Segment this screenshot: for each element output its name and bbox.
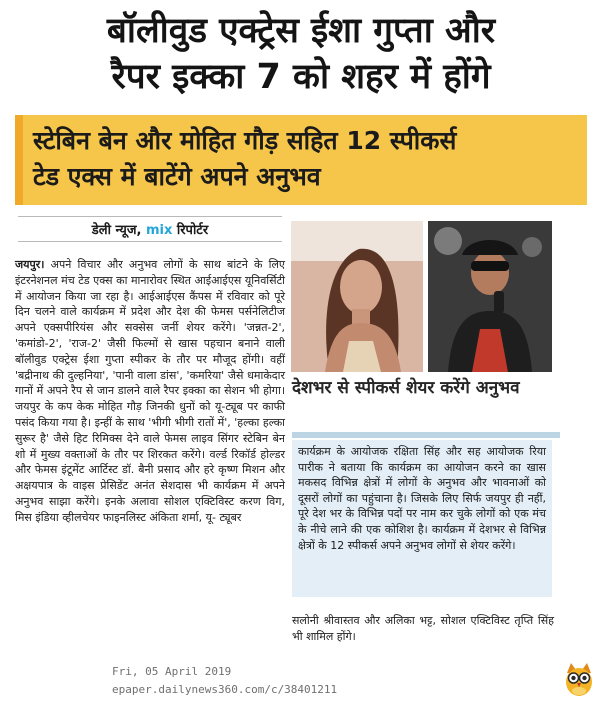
- epaper-stamp: [112, 663, 412, 699]
- portrait-rapper-image: [428, 221, 552, 372]
- subheadline-line-1: स्टेबिन बेन और मोहित गौड़ सहित 12 स्पीकर्स: [33, 126, 457, 155]
- byline-source: डेली न्यूज,: [91, 223, 142, 238]
- headline-line-1: बॉलीवुड एक्ट्रेस ईशा गुप्ता और: [106, 11, 496, 51]
- photo-ikka: [428, 221, 552, 372]
- byline: [18, 216, 282, 242]
- subheadline-line-2: टेड एक्स में बाटेंगे अपने अनुभव: [33, 162, 321, 191]
- dateline-place: जयपुर।: [15, 258, 45, 271]
- subheadline-accent: [15, 115, 23, 205]
- section-divider: [292, 432, 560, 438]
- section-title: देशभर से स्पीकर्स शेयर करेंगे अनुभव: [292, 378, 520, 398]
- headline-line-2: रैपर इक्का 7 को शहर में होंगे: [111, 57, 491, 97]
- info-box-text: कार्यक्रम के आयोजक रक्षिता सिंह और सह आयोजक रिया पारीक ने बताया कि कार्यक्रम का आयोजन करने का खास मकसद विभिन्न क्षेत्रों में लोगों के अनुभव और भावनाओं को दूसरों लोगों का पहुंचाना है। जिसके लिए सिर्फ जयपुर ही नहीं, पूरे देश भर के विभिन्न पदों पर नाम कर चुके लोगों को एक मंच के नीचे लाने की एक कोशिश है। कार्यक्रम में देशभर से विभिन्न क्षेत्रों के 12 स्पीकर्स अपने अनुभव लोगों से शेयर करेंगे।: [298, 445, 546, 552]
- publication-date: Fri, 05 April 2019: [112, 665, 232, 678]
- info-box: [292, 440, 552, 597]
- article-text-left: अपने विचार और अनुभव लोगों के साथ बांटने के लिए इंटरनेशनल मंच टेड एक्स का मानारोवर स्थित आईआईएस यूनिवर्सिटी में आयोजन किया जा रहा है। आईआईएस कैंपस में रविवार को पूरे दिन चलने वाले कार्यक्रम में प्रदेश और देश की फेमस पर्सनेलिटीज अपने एक्सपीरियंस और सक्सेस जर्नी शेयर करेंगे। 'जन्नत-2', 'कमांडो-2', 'राज-2' जैसी फिल्मों से खास पहचान बनाने वाली बॉलीवुड एक्ट्रेस ईशा गुप्ता स्पीकर के तौर पर मौजूद होंगी। वहीं 'बद्रीनाथ की दुल्हनिया', 'पानी वाला डांस', 'कमरिया' जैसे धमाकेदार गानों में अपने रैप से जान डालने वाले रैपर इक्का का सेशन भी होगा। जयपुर के कप केक मोहित गौड़ जिनकी धुनों को यू-ट्यूब पर काफी पसंद किया गया है। इन्हीं के साथ 'भीगी भीगी रातों में', 'हल्का हल्का सुरूर है' जैसे हिट रिमिक्स देने वाले फेमस लाइव सिंगर स्टेबिन बेन शो में मुख्य वक्ताओं के तौर पर शिरकत करेंगे। वर्ल्ड रिकॉर्ड होल्डर और फेमस इंटूमेंट आर्टिस्ट डॉ. बैनी प्रसाद और हरे कृष्ण मिशन और अक्षयपात्र के वाइस प्रेसिडेंट अनंत सेशदास भी कार्यक्रम में अपने अनुभव साझा करेंगे। इनके अलावा सोशल एक्टिविस्ट करण विग, मिस इंडिया व्हीलचेयर फाइनलिस्ट अंकिता शर्मा, यू- ट्यूबर: [15, 258, 285, 524]
- article-body-right: सलोनी श्रीवास्तव और अलिका भट्ट, सोशल एक्टिविस्ट तृप्ति सिंह भी शामिल होंगे।: [292, 614, 554, 643]
- subheadline-bar: [15, 115, 587, 205]
- article-body-left: [15, 257, 285, 526]
- byline-role: रिपोर्टर: [176, 223, 209, 238]
- portrait-woman-image: [291, 221, 423, 372]
- epaper-url[interactable]: epaper.dailynews360.com/c/38401211: [112, 683, 338, 696]
- byline-mix: mix: [145, 223, 173, 238]
- photo-esha-gupta: [291, 221, 423, 372]
- subheadline: [33, 123, 581, 195]
- headline: [0, 8, 602, 100]
- owl-icon: [563, 661, 595, 697]
